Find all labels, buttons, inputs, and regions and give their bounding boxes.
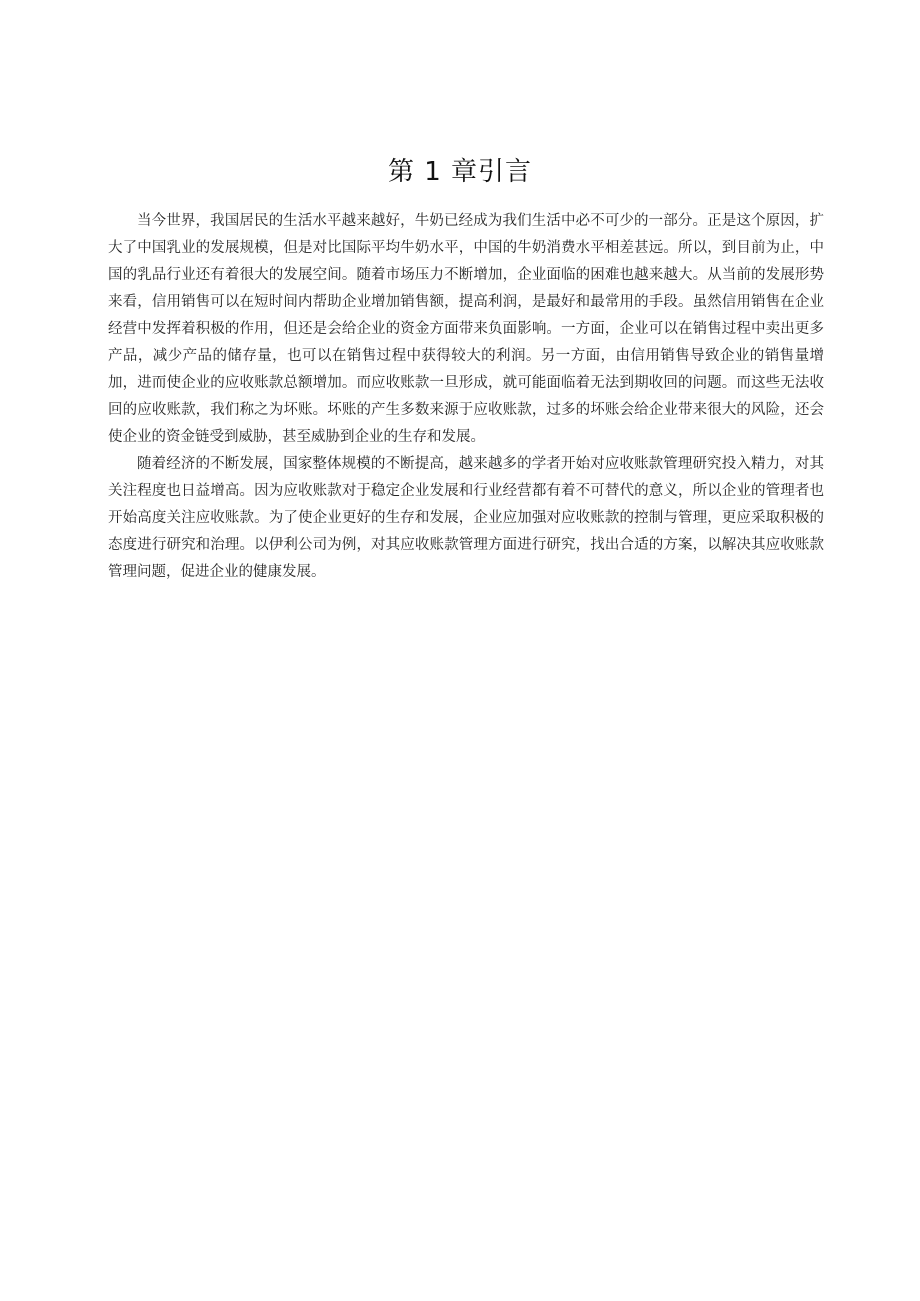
paragraph: 随着经济的不断发展，国家整体规模的不断提高，越来越多的学者开始对应收账款管理研究投入精力，对其关注程度也日益增高。因为应收账款对于稳定企业发展和行业经营都有着不可替代的意义，所以企业的管理者也开始高度关注应收账款。为了使企业更好的生存和发展，企业应加强对应收账款的控制与管理，更应采取积极的态度进行研究和治理。以伊利公司为例，对其应收账款管理方面进行研究，找出合适的方案，以解决其应收账款管理问题，促进企业的健康发展。 bbox=[108, 456, 824, 580]
chapter-title: 第 1 章引言 bbox=[387, 157, 533, 187]
body-text bbox=[108, 208, 824, 586]
paragraph: 当今世界，我国居民的生活水平越来越好，牛奶已经成为我们生活中必不可少的一部分。正是这个原因，扩大了中国乳业的发展规模，但是对比国际平均牛奶水平，中国的牛奶消费水平相差甚远。所以，到目前为止，中国的乳品行业还有着很大的发展空间。随着市场压力不断增加，企业面临的困难也越来越大。从当前的发展形势来看，信用销售可以在短时间内帮助企业增加销售额，提高利润，是最好和最常用的手段。虽然信用销售在企业经营中发挥着积极的作用，但还是会给企业的资金方面带来负面影响。一方面，企业可以在销售过程中卖出更多产品，减少产品的储存量，也可以在销售过程中获得较大的利润。另一方面，由信用销售导致企业的销售量增加，进而使企业的应收账款总额增加。而应收账款一旦形成，就可能面临着无法到期收回的问题。而这些无法收回的应收账款，我们称之为坏账。坏账的产生多数来源于应收账款，过多的坏账会给企业带来很大的风险，还会使企业的资金链受到威胁，甚至威胁到企业的生存和发展。 bbox=[108, 213, 824, 445]
